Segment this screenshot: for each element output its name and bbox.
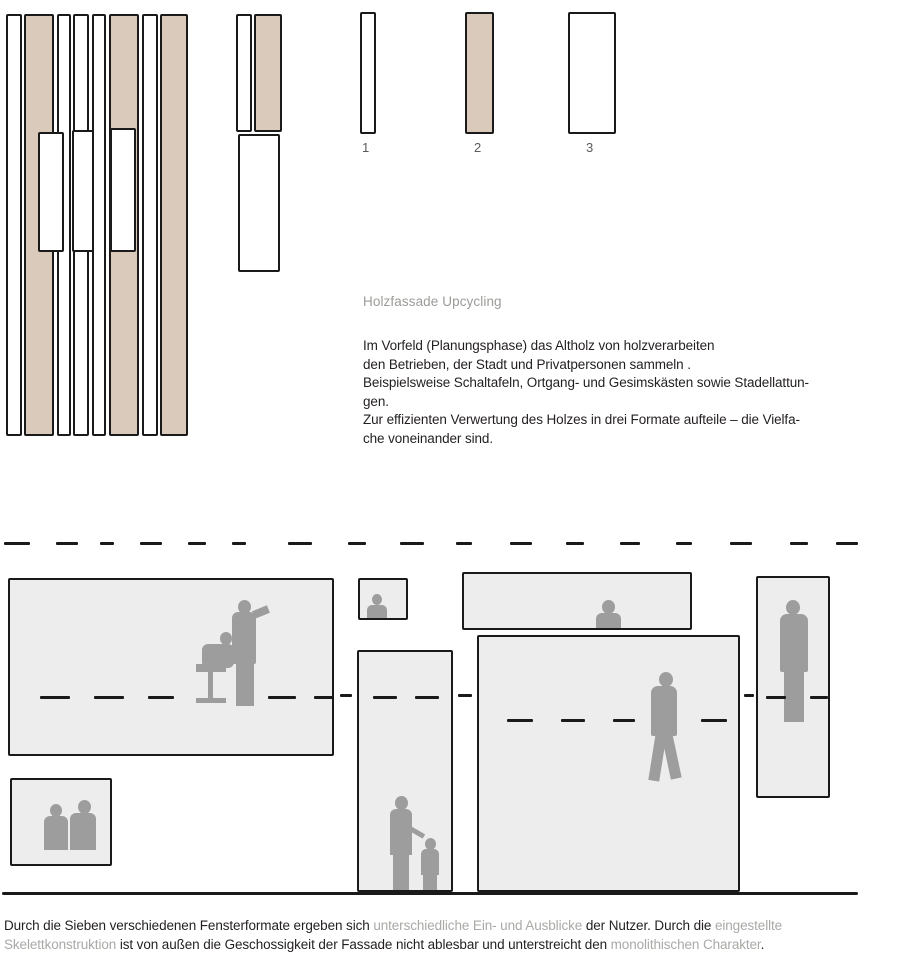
ground-line <box>2 892 858 895</box>
window-wide-upper-mid <box>462 572 692 630</box>
plank-segment <box>72 130 94 252</box>
caption-highlight: Skelettkonstruktion <box>4 937 117 952</box>
caption-highlight: unterschiedliche Ein- und Ausblicke <box>373 918 583 933</box>
caption-segment: der Nutzer. Durch die <box>582 918 715 933</box>
wood-formats-panel <box>0 0 906 470</box>
window-small-upper-mid <box>358 578 408 620</box>
figure-walking-right-body <box>651 686 677 736</box>
figure-adult-mid-legs <box>393 853 409 892</box>
description-line: Beispielsweise Schaltafeln, Ortgang- und Gesimskästen sowie Stadellattun- <box>363 375 809 391</box>
window-tall-right <box>756 576 830 798</box>
plank <box>254 14 282 132</box>
figure-standing-right-head <box>786 600 800 615</box>
description-line: gen. <box>363 393 389 409</box>
format-sample-1-label: 1 <box>362 140 370 155</box>
figure-pair-b-head <box>78 800 91 814</box>
figure-caption <box>4 916 884 954</box>
figure-adult-mid-head <box>395 796 408 810</box>
figure-standing-left-arm <box>252 605 270 618</box>
description-paragraph <box>363 337 833 449</box>
figure-standing-left-legs <box>236 662 254 706</box>
figure-standing-left-body <box>232 612 256 664</box>
plank <box>160 14 188 436</box>
plank-segment <box>38 132 64 252</box>
caption-segment: ist von außen die Geschossigkeit der Fassade nicht ablesbar und unterstreicht den <box>116 937 611 952</box>
figure-child-mid-body <box>421 849 439 875</box>
window-tall-mid <box>357 650 453 892</box>
figure-pair-a-body <box>44 816 68 850</box>
window-large-right <box>477 635 740 892</box>
plank-segment <box>110 128 136 252</box>
plank <box>92 14 106 436</box>
facade-joint-dash <box>744 694 754 697</box>
figure-adult-mid-body <box>390 809 412 855</box>
facade-joint-dash <box>340 694 352 697</box>
caption-highlight: eingestellte <box>714 918 783 933</box>
figure-bust-window-head <box>372 594 382 605</box>
plank <box>6 14 22 436</box>
description-line: che voneinander sind. <box>363 430 493 446</box>
figure-standing-right-body <box>780 614 808 672</box>
format-sample-3-label: 3 <box>586 140 594 155</box>
caption-highlight: monolithischen Charakter <box>610 937 761 952</box>
figure-bust-window-body <box>367 605 387 620</box>
window-small-lower-left <box>10 778 112 866</box>
plank-segment <box>238 134 280 272</box>
format-sample-2 <box>465 12 494 134</box>
figure-seated-left-chair-base <box>196 698 226 703</box>
window-large-left <box>8 578 334 756</box>
caption-segment: . <box>760 937 765 952</box>
facade-elevation <box>0 520 906 910</box>
description-line: Zur effizienten Verwertung des Holzes in drei Formate aufteile – die Vielfa- <box>363 412 800 428</box>
description-heading: Holzfassade Upcycling <box>363 294 502 309</box>
figure-bust-wide-body <box>596 613 621 630</box>
caption-segment: Durch die Sieben verschiedenen Fensterformate ergeben sich <box>4 918 374 933</box>
figure-walking-right-leg-b <box>661 732 681 779</box>
figure-seated-left-chair <box>196 664 226 672</box>
figure-pair-b-body <box>70 813 96 850</box>
format-sample-3 <box>568 12 616 134</box>
format-sample-1 <box>360 12 376 134</box>
facade-joint-dash <box>458 694 472 697</box>
plank <box>236 14 252 132</box>
figure-seated-left-chair-leg <box>208 672 213 700</box>
description-block <box>363 294 833 449</box>
plank <box>142 14 158 436</box>
description-line: Im Vorfeld (Planungsphase) das Altholz von holzverarbeiten <box>363 338 715 353</box>
description-line: den Betrieben, der Stadt und Privatpersonen sammeln . <box>363 356 691 372</box>
roof-dashed-line <box>0 542 860 545</box>
figure-standing-right-legs <box>784 670 804 722</box>
format-sample-2-label: 2 <box>474 140 482 155</box>
figure-child-mid-legs <box>423 873 437 892</box>
figure-walking-right-head <box>659 672 673 687</box>
figure-bust-wide-head <box>602 600 615 614</box>
